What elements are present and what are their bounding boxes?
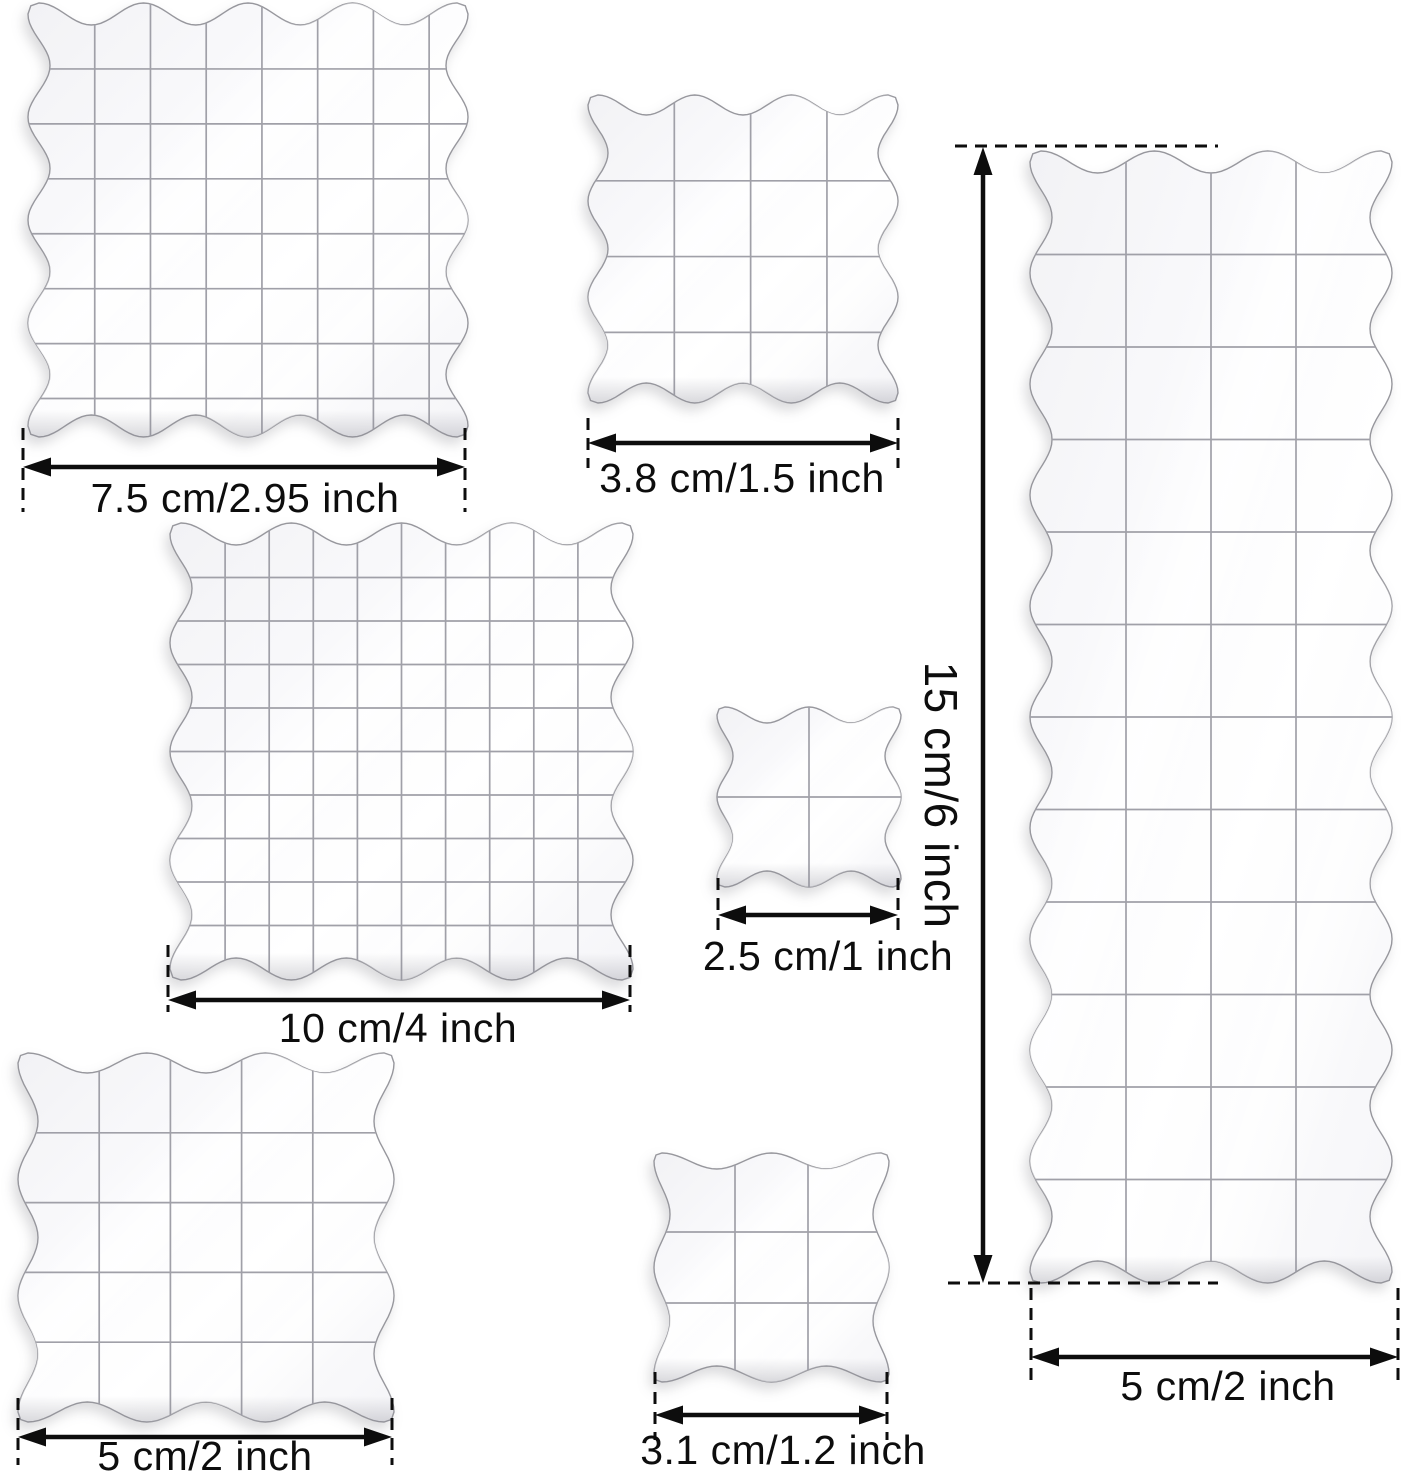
dimension-1	[588, 418, 898, 468]
blocks-layer	[18, 3, 1392, 1425]
dimension-label-3-8cm-width: 3.8 cm/1.5 inch	[599, 455, 885, 501]
dimension-label-5cm-width-left-block: 5 cm/2 inch	[97, 1433, 313, 1479]
dimension-label-5cm-width-tall-block: 5 cm/2 inch	[1120, 1363, 1336, 1409]
dimension-label-10cm-width: 10 cm/4 inch	[278, 1005, 518, 1051]
grid-lines	[588, 95, 898, 406]
dimension-6	[18, 1398, 392, 1465]
grid-lines	[1030, 151, 1392, 1286]
dimension-0	[23, 428, 465, 512]
grid-lines	[170, 523, 633, 983]
stamp-block-2-5-cm	[717, 707, 901, 890]
dimension-label-15cm-height: 15 cm/6 inch	[914, 661, 967, 929]
stamp-block-3-8-cm	[588, 95, 898, 406]
dimension-label-3-1cm-width: 3.1 cm/1.2 inch	[640, 1427, 926, 1473]
stamp-block-7-5-cm	[28, 3, 468, 440]
stamp-block-10-cm	[170, 523, 633, 983]
stamp-block-3-1-cm	[654, 1153, 889, 1385]
grid-lines	[18, 1053, 394, 1425]
stamp-block-15-cm	[1030, 151, 1392, 1286]
stamp-block-5-cm	[18, 1053, 394, 1425]
dimension-label-2-5cm-width: 2.5 cm/1 inch	[702, 933, 954, 979]
dimension-label-7-5cm-width: 7.5 cm/2.95 inch	[90, 475, 400, 521]
dimension-3	[1031, 1288, 1398, 1380]
grid-lines	[28, 3, 468, 440]
grid-lines	[717, 707, 901, 890]
grid-lines	[654, 1153, 889, 1385]
